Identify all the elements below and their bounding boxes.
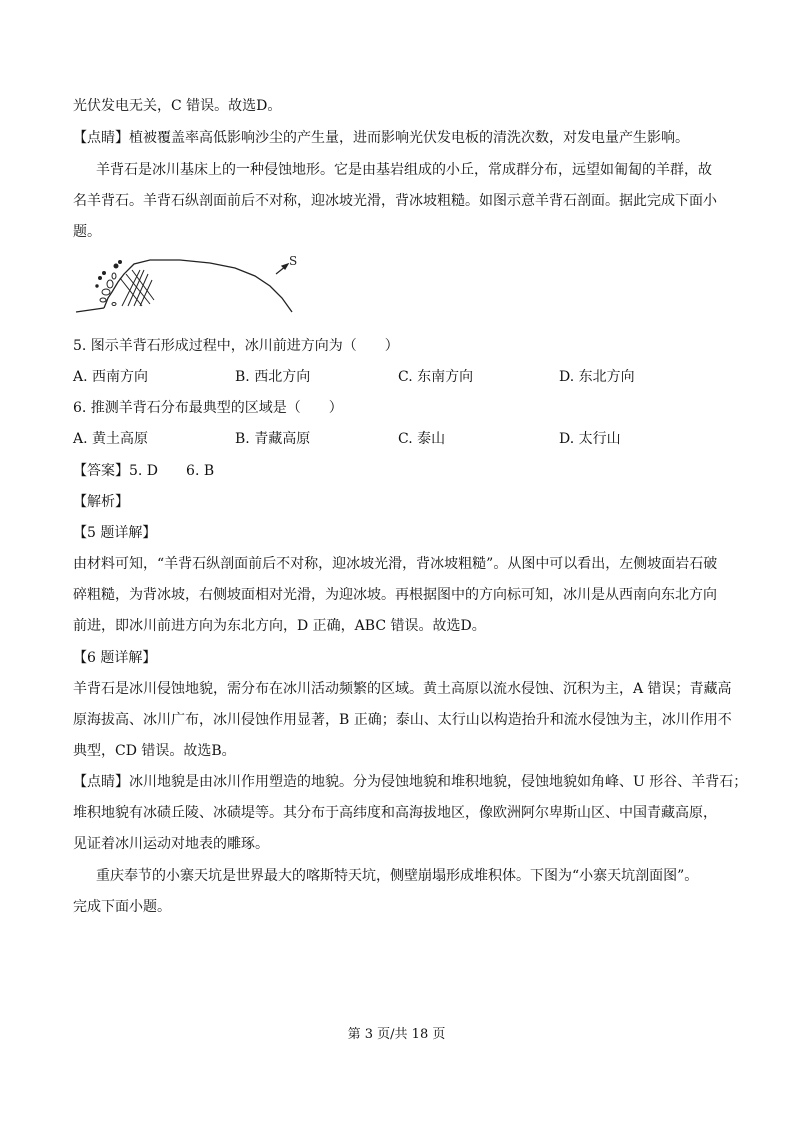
q5-option-d: D. 东北方向 xyxy=(559,369,635,385)
analysis-heading: 【解析】 xyxy=(73,494,129,510)
q6-stem: 6. 推测羊背石分布最典型的区域是（ ） xyxy=(73,400,343,416)
detail6-line: 原海拔高、冰川广布，冰川侵蚀作用显著，B 正确；泰山、太行山以构造抬升和流水侵蚀为主，冰川作用不 xyxy=(73,712,732,728)
tip-line: 【点睛】冰川地貌是由冰川作用塑造的地貌。分为侵蚀地貌和堆积地貌，侵蚀地貌如角峰、U 形谷、羊背石； xyxy=(73,774,748,790)
q5-stem: 5. 图示羊背石形成过程中，冰川前进方向为（ ） xyxy=(73,338,399,354)
q5-option-c: C. 东南方向 xyxy=(398,369,474,385)
q6-option-a: A. 黄土高原 xyxy=(73,431,149,447)
detail5-line: 由材料可知，“羊背石纵剖面前后不对称，迎冰坡光滑，背冰坡粗糙”。从图中可以看出，左侧坡面岩石破 xyxy=(73,556,718,572)
text-line: 光伏发电无关，C 错误。故选D。 xyxy=(73,98,282,114)
q6-option-d: D. 太行山 xyxy=(559,431,621,447)
detail6-line: 典型，CD 错误。故选B。 xyxy=(73,743,236,759)
answer-line: 【答案】5. D 6. B xyxy=(73,463,215,479)
page-number: 第 3 页/共 18 页 xyxy=(347,1027,446,1042)
q6-option-c: C. 泰山 xyxy=(398,431,446,447)
tip-paragraph-prev: 【点睛】植被覆盖率高低影响沙尘的产生量，进而影响光伏发电板的清洗次数，对发电量产生影响。 xyxy=(73,130,689,146)
crosshatch-pattern xyxy=(120,270,154,306)
tip-line: 堆积地貌有冰碛丘陵、冰碛堤等。其分布于高纬度和高海拔地区，像欧洲阿尔卑斯山区、中国青藏高原， xyxy=(73,805,717,821)
next-intro-line: 完成下面小题。 xyxy=(73,899,171,915)
intro-paragraph: 羊背石是冰川基床上的一种侵蚀地形。它是由基岩组成的小丘，常成群分布，远望如匍匐的羊群，故 xyxy=(96,162,712,178)
q6-option-b: B. 青藏高原 xyxy=(235,431,311,447)
roche-moutonnee-diagram xyxy=(70,248,310,328)
q5-option-a: A. 西南方向 xyxy=(73,369,149,385)
direction-arrow xyxy=(276,264,288,274)
detail6-heading: 【6 题详解】 xyxy=(73,650,157,666)
detail5-line: 碎粗糙，为背冰坡，右侧坡面相对光滑，为迎冰坡。再根据图中的方向标可知，冰川是从西南向东北方向 xyxy=(73,587,717,603)
detail6-line: 羊背石是冰川侵蚀地貌，需分布在冰川活动频繁的区域。黄土高原以流水侵蚀、沉积为主，A 错误；青藏高 xyxy=(73,681,732,697)
tip-line: 见证着冰川运动对地表的雕琢。 xyxy=(73,836,269,852)
next-intro-line: 重庆奉节的小寨天坑是世界最大的喀斯特天坑，侧壁崩塌形成堆积体。下图为“小寨天坑剖面图”。 xyxy=(96,868,699,884)
detail5-heading: 【5 题详解】 xyxy=(73,525,157,541)
intro-paragraph-end: 题。 xyxy=(73,224,101,240)
direction-label: S xyxy=(289,254,298,268)
intro-paragraph-cont: 名羊背石。羊背石纵剖面前后不对称，迎冰坡光滑，背冰坡粗糙。如图示意羊背石剖面。据此完成下面小 xyxy=(73,193,717,209)
q5-option-b: B. 西北方向 xyxy=(235,369,311,385)
detail5-line: 前进，即冰川前进方向为东北方向，D 正确，ABC 错误。故选D。 xyxy=(73,618,486,634)
